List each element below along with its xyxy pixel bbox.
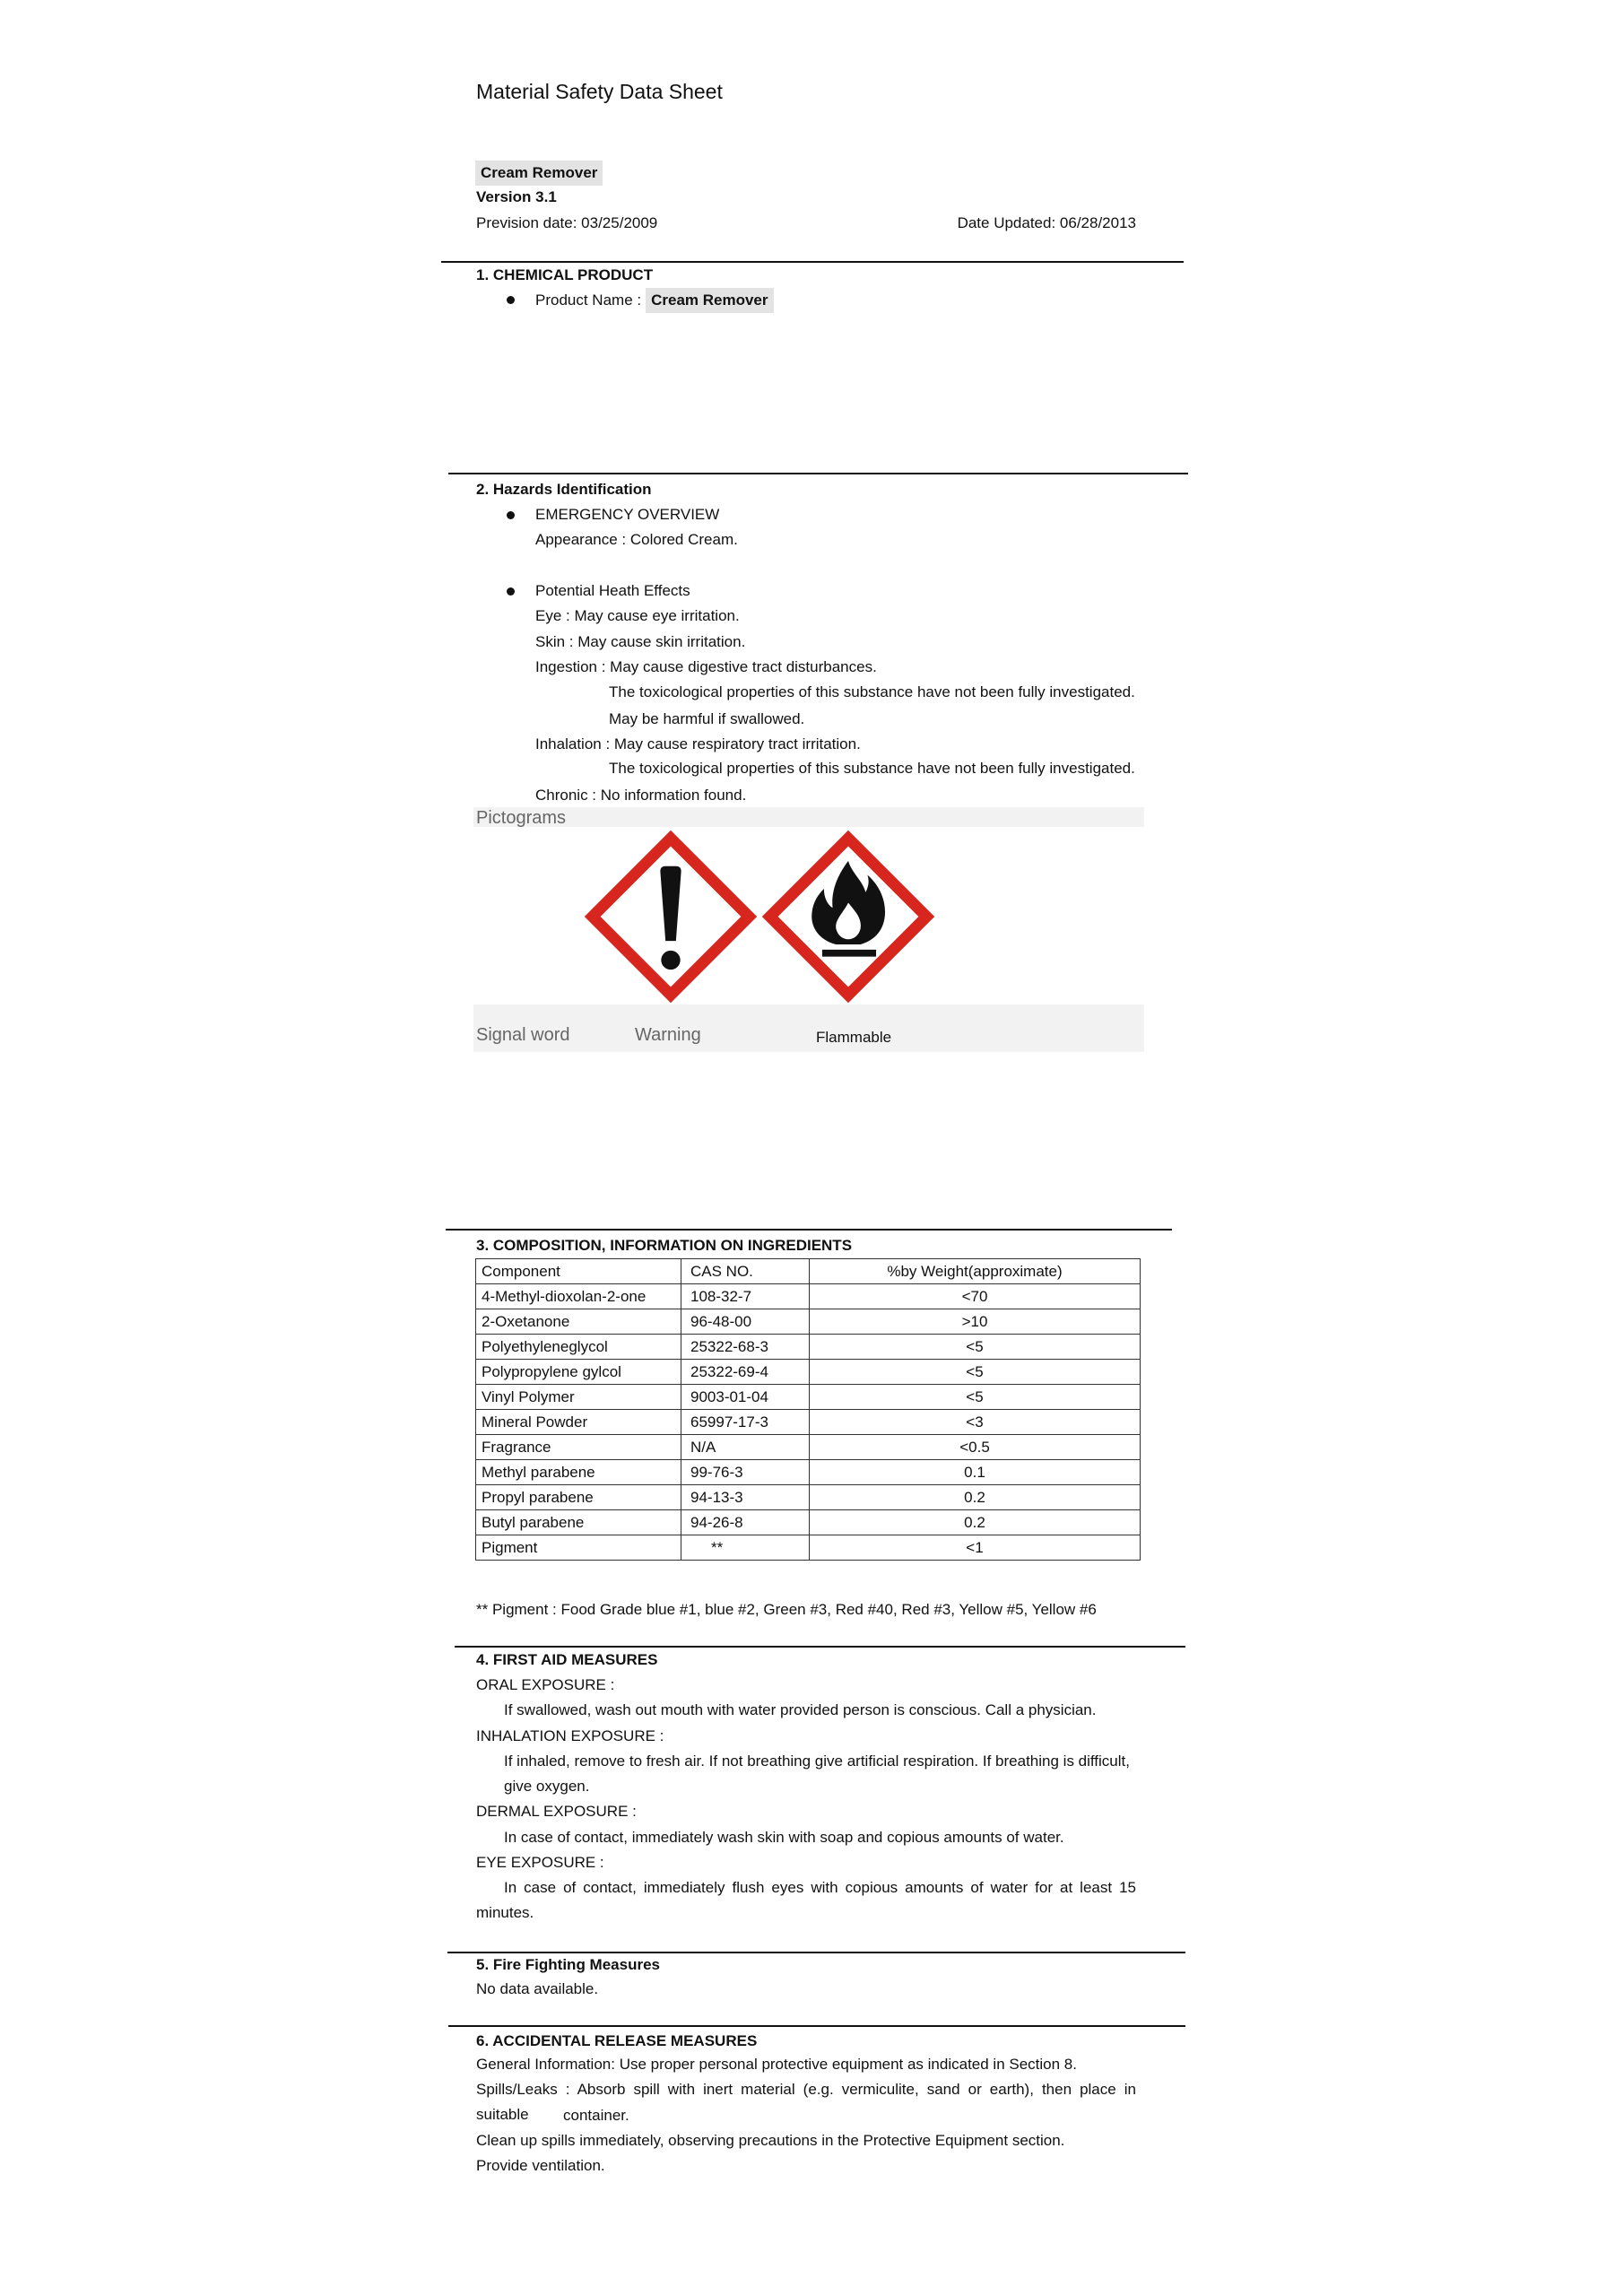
- component-cell: Vinyl Polymer: [476, 1385, 681, 1410]
- eye-effect-text: Eye : May cause eye irritation.: [535, 607, 740, 624]
- table-row: [476, 1535, 1141, 1561]
- document-title: Material Safety Data Sheet: [476, 80, 723, 103]
- section-1-heading: 1. CHEMICAL PRODUCT: [476, 266, 654, 283]
- component-cell: Polyethyleneglycol: [476, 1335, 681, 1360]
- table-row: [476, 1410, 1141, 1435]
- section-3-heading: 3. COMPOSITION, INFORMATION ON INGREDIENTS: [476, 1237, 853, 1254]
- cas-number-cell: 9003-01-04: [681, 1385, 810, 1410]
- weight-percent-cell: >10: [810, 1309, 1141, 1335]
- table-row: [476, 1309, 1141, 1335]
- flame-pictogram: [761, 830, 935, 1004]
- component-cell: Fragrance: [476, 1435, 681, 1460]
- inhalation-exposure-text: If inhaled, remove to fresh air. If not breathing give artificial respiration. If breathing is difficult,: [504, 1752, 1130, 1770]
- weight-percent-cell: 0.1: [810, 1460, 1141, 1485]
- component-cell: Pigment: [476, 1535, 681, 1561]
- pigment-footnote: ** Pigment : Food Grade blue #1, blue #2, Green #3, Red #40, Red #3, Yellow #5, Yellow #6: [476, 1601, 1097, 1618]
- oral-exposure-text: If swallowed, wash out mouth with water provided person is conscious. Call a physician.: [504, 1701, 1097, 1718]
- bullet-icon: [507, 587, 515, 596]
- dermal-exposure-text: In case of contact, immediately wash skin with soap and copious amounts of water.: [504, 1829, 1064, 1846]
- cas-number-cell: N/A: [681, 1435, 810, 1460]
- table-header-row: [476, 1259, 1141, 1284]
- cas-number-cell: 25322-68-3: [681, 1335, 810, 1360]
- product-badge: [475, 161, 603, 186]
- inhalation-note: The toxicological properties of this substance have not been fully investigated.: [609, 760, 1135, 777]
- component-header: Component: [476, 1259, 681, 1284]
- table-row: [476, 1460, 1141, 1485]
- component-cell: Propyl parabene: [476, 1485, 681, 1510]
- component-cell: 2-Oxetanone: [476, 1309, 681, 1335]
- dermal-exposure-label: DERMAL EXPOSURE :: [476, 1803, 637, 1820]
- table-row: [476, 1335, 1141, 1360]
- signal-word-label: Signal word: [476, 1025, 570, 1045]
- section-2-heading: 2. Hazards Identification: [476, 481, 652, 498]
- release-measures-line: Provide ventilation.: [476, 2157, 605, 2174]
- chronic-effect-text: Chronic : No information found.: [535, 787, 747, 804]
- cas-number-cell: 94-26-8: [681, 1510, 810, 1535]
- product-name-line: [535, 288, 774, 313]
- bullet-icon: [507, 511, 515, 519]
- section-6-heading: 6. ACCIDENTAL RELEASE MEASURES: [476, 2032, 758, 2049]
- exclamation-mark-icon: [584, 830, 758, 1004]
- exclamation-mark-pictogram: [584, 830, 758, 1004]
- component-cell: Mineral Powder: [476, 1410, 681, 1435]
- cas-number-cell: 96-48-00: [681, 1309, 810, 1335]
- weight-percent-cell: <5: [810, 1335, 1141, 1360]
- fire-fighting-text: No data available.: [476, 1980, 599, 1997]
- emergency-overview-label: EMERGENCY OVERVIEW: [535, 506, 720, 523]
- component-cell: 4-Methyl-dioxolan-2-one: [476, 1284, 681, 1309]
- table-row: [476, 1485, 1141, 1510]
- signal-word-band: [473, 1004, 1144, 1052]
- cas-number-cell: 65997-17-3: [681, 1410, 810, 1435]
- section-divider: [446, 1229, 1172, 1231]
- release-measures-line: Spills/Leaks : Absorb spill with inert material (e.g. vermiculite, sand or earth), then place in suitable: [476, 2081, 1136, 2123]
- signal-word-value: Warning: [635, 1025, 701, 1045]
- table-row: [476, 1435, 1141, 1460]
- product-name-label: Product Name :: [535, 291, 642, 309]
- section-divider: [448, 2025, 1185, 2027]
- cas-number-cell: 108-32-7: [681, 1284, 810, 1309]
- ingredients-table-body: [476, 1284, 1141, 1561]
- section-5-heading: 5. Fire Fighting Measures: [476, 1956, 660, 1973]
- flame-icon: [761, 830, 935, 1004]
- weight-percent-cell: <5: [810, 1360, 1141, 1385]
- weight-percent-cell: <5: [810, 1385, 1141, 1410]
- hazard-class-label: Flammable: [816, 1029, 892, 1046]
- table-row: [476, 1385, 1141, 1410]
- eye-exposure-label: EYE EXPOSURE :: [476, 1854, 604, 1871]
- weight-percent-cell: 0.2: [810, 1510, 1141, 1535]
- component-cell: Methyl parabene: [476, 1460, 681, 1485]
- prevision-date: Prevision date: 03/25/2009: [476, 214, 658, 231]
- component-cell: Butyl parabene: [476, 1510, 681, 1535]
- skin-effect-text: Skin : May cause skin irritation.: [535, 633, 746, 650]
- eye-exposure-text: In case of contact, immediately flush eyes with copious amounts of water for at least 15: [504, 1879, 1136, 1896]
- bullet-icon: [507, 296, 515, 304]
- cas-number-cell: **: [681, 1535, 810, 1561]
- inhalation-exposure-text: give oxygen.: [504, 1778, 590, 1795]
- table-row: [476, 1284, 1141, 1309]
- version-label: Version 3.1: [476, 188, 557, 205]
- ingestion-note: The toxicological properties of this substance have not been fully investigated.: [609, 683, 1135, 700]
- eye-exposure-text: minutes.: [476, 1904, 534, 1921]
- weight-percent-cell: <70: [810, 1284, 1141, 1309]
- cas-number-header: CAS NO.: [681, 1259, 810, 1284]
- ingredients-table-head: [476, 1259, 1141, 1284]
- ingredients-table: [475, 1258, 1141, 1561]
- pictograms-band: [473, 807, 1144, 827]
- weight-percent-cell: <3: [810, 1410, 1141, 1435]
- potential-health-effects-label: Potential Heath Effects: [535, 582, 690, 599]
- release-measures-line: Clean up spills immediately, observing precautions in the Protective Equipment section.: [476, 2132, 1065, 2149]
- table-row: [476, 1360, 1141, 1385]
- section-divider: [448, 473, 1188, 474]
- oral-exposure-label: ORAL EXPOSURE :: [476, 1676, 615, 1693]
- pictograms-label: Pictograms: [476, 808, 567, 828]
- cas-number-cell: 99-76-3: [681, 1460, 810, 1485]
- weight-percent-cell: <1: [810, 1535, 1141, 1561]
- cas-number-cell: 94-13-3: [681, 1485, 810, 1510]
- cas-number-cell: 25322-69-4: [681, 1360, 810, 1385]
- weight-percent-header: %by Weight(approximate): [810, 1259, 1141, 1284]
- release-measures-line: container.: [563, 2107, 629, 2124]
- section-4-heading: 4. FIRST AID MEASURES: [476, 1651, 658, 1668]
- inhalation-effect-text: Inhalation : May cause respiratory tract irritation.: [535, 735, 861, 752]
- weight-percent-cell: <0.5: [810, 1435, 1141, 1460]
- date-updated: Date Updated: 06/28/2013: [957, 214, 1136, 231]
- weight-percent-cell: 0.2: [810, 1485, 1141, 1510]
- release-measures-line: General Information: Use proper personal protective equipment as indicated in Section 8.: [476, 2056, 1077, 2073]
- ingestion-effect-text: Ingestion : May cause digestive tract disturbances.: [535, 658, 877, 675]
- table-row: [476, 1510, 1141, 1535]
- inhalation-exposure-label: INHALATION EXPOSURE :: [476, 1727, 664, 1744]
- ingestion-note: May be harmful if swallowed.: [609, 710, 805, 727]
- product-name-value: Cream Remover: [646, 288, 773, 313]
- product-badge-label: Cream Remover: [475, 161, 603, 186]
- appearance-text: Appearance : Colored Cream.: [535, 531, 738, 548]
- component-cell: Polypropylene gylcol: [476, 1360, 681, 1385]
